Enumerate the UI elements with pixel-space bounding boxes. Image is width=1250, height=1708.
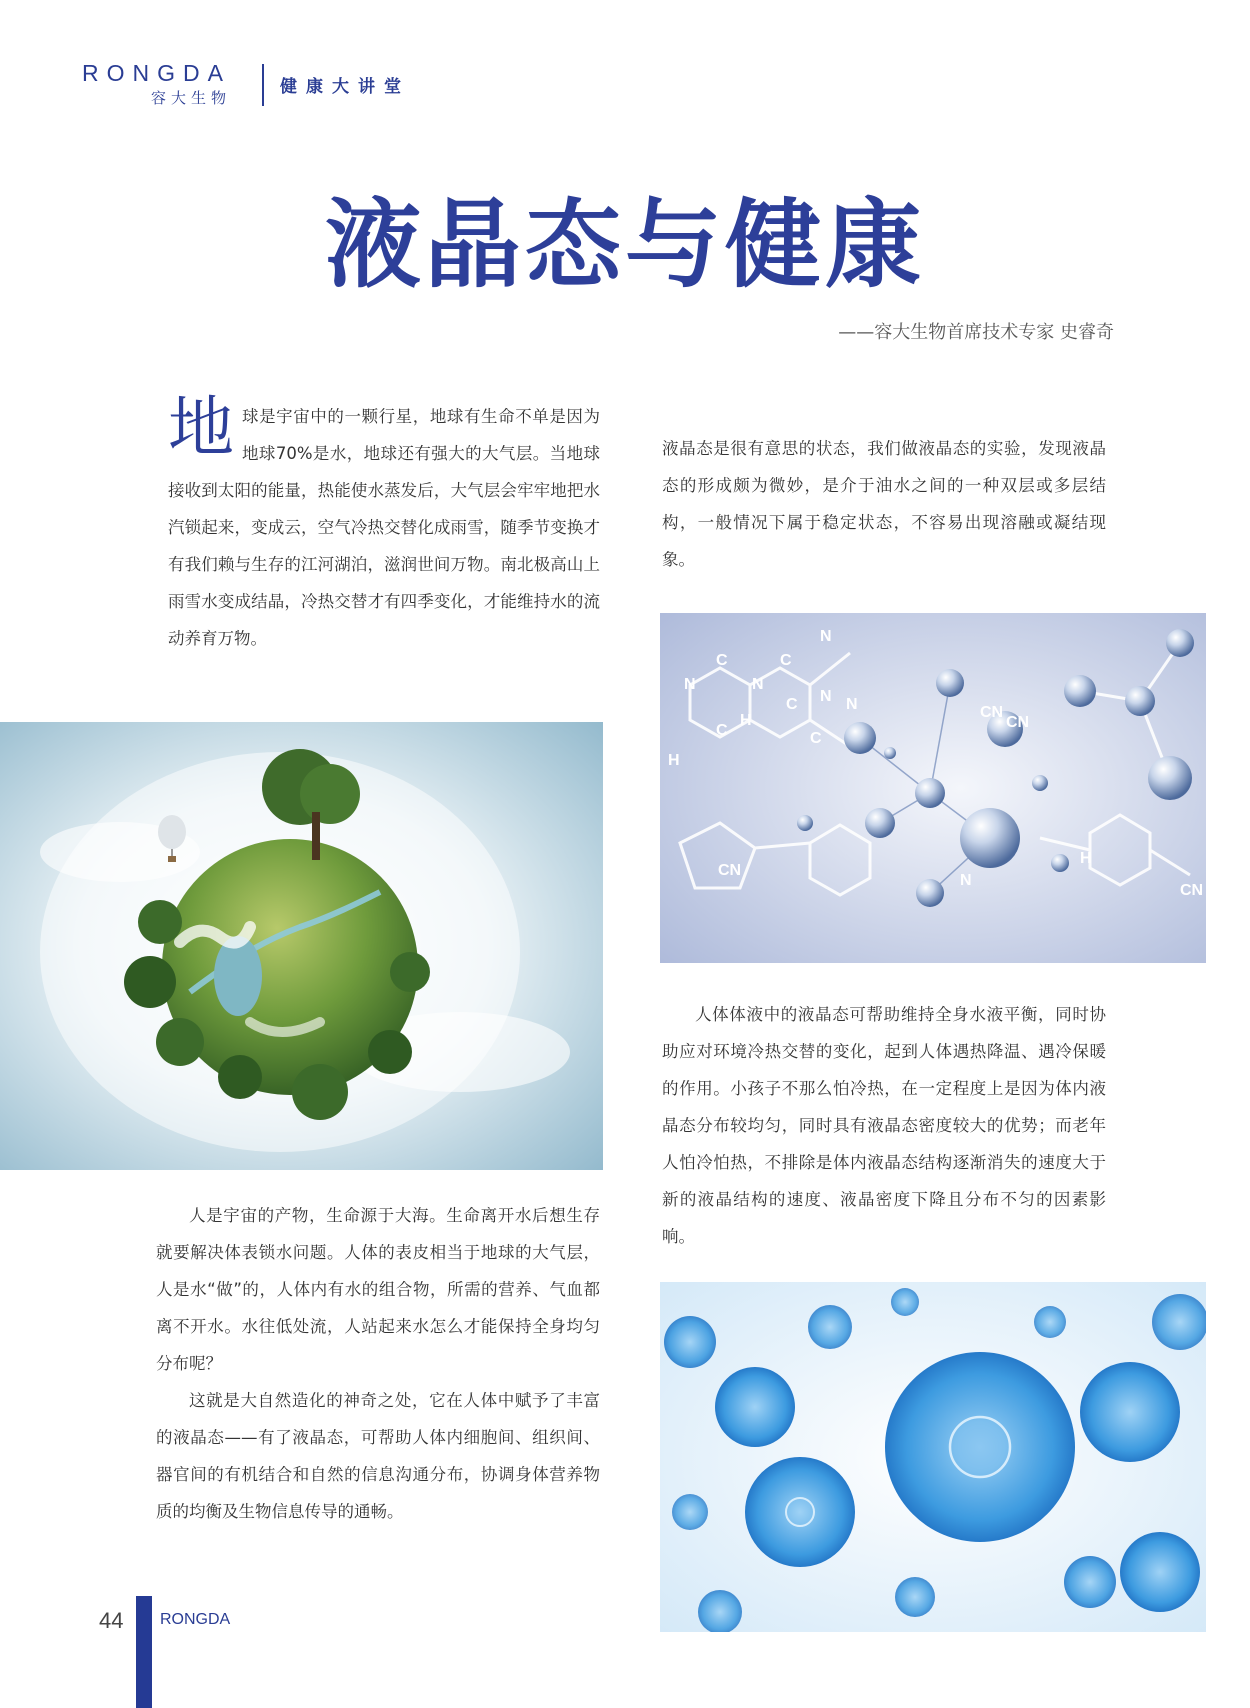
earth-planet-image [0, 722, 603, 1170]
dropcap: 地 [168, 389, 234, 466]
footer-bar [136, 1596, 152, 1708]
blue-cells-image [660, 1282, 1206, 1632]
molecule-atom-label: H [1080, 850, 1092, 867]
footer-brand: RONGDA [160, 1611, 231, 1628]
left-column-top [168, 389, 600, 657]
molecule-image [660, 613, 1206, 963]
page-number: 44 [99, 1608, 124, 1633]
molecule-atom-label: C [716, 652, 728, 669]
paragraph-3: 这就是大自然造化的神奇之处，它在人体中赋予了丰富的液晶态——有了液晶态，可帮助人体内细胞间、组织间、器官间的有机结合和自然的信息沟通分布，协调身体营养物质的均衡及生物信息传导的通畅。 [156, 1391, 600, 1521]
molecule-atom-label: CN [1006, 714, 1030, 731]
molecule-atom-label: CN [718, 862, 742, 879]
paragraph-1-text: 球是宇宙中的一颗行星，地球有生命不单是因为地球70%是水，地球还有强大的大气层。当地球接收到太阳的能量，热能使水蒸发后，大气层会牢牢地把水汽锁起来，变成云，空气冷热交替化成雨雪，随季节变换才有我们赖与生存的江河湖泊，滋润世间万物。南北极高山上雨雪水变成结晶，冷热交替才有四季变化，才能维持水的流动养育万物。 [168, 407, 600, 648]
molecule-atom-label: C [716, 722, 728, 739]
brand-name-cn: 容大生物 [150, 89, 231, 107]
left-column-bottom [156, 1197, 600, 1530]
article-byline: ——容大生物首席技术专家 史睿奇 [838, 322, 1114, 343]
right-column-middle [662, 996, 1106, 1255]
brand-logo [82, 60, 231, 108]
molecule-atom-label: N [820, 628, 832, 645]
paragraph-1 [168, 389, 600, 657]
molecule-atom-label: N [752, 676, 764, 693]
molecule-atom-label: C [786, 696, 798, 713]
molecule-atom-label: C [780, 652, 792, 669]
paragraph-4: 液晶态是很有意思的状态，我们做液晶态的实验，发现液晶态的形成颇为微妙，是介于油水之间的一种双层或多层结构，一般情况下属于稳定状态，不容易出现溶融或凝结现象。 [662, 439, 1106, 569]
molecule-atom-label: H [740, 712, 752, 729]
molecule-atom-label: C [810, 730, 822, 747]
molecule-atom-label: H [668, 752, 680, 769]
right-column-top [662, 430, 1106, 578]
section-tag: 健康大讲堂 [280, 77, 410, 97]
brand-name-en: RONGDA [82, 60, 231, 86]
article-title: 液晶态与健康 [325, 189, 925, 301]
molecule-atom-label: N [820, 688, 832, 705]
molecule-atom-label: N [684, 676, 696, 693]
paragraph-5: 人体体液中的液晶态可帮助维持全身水液平衡，同时协助应对环境冷热交替的变化，起到人体遇热降温、遇冷保暖的作用。小孩子不那么怕冷热，在一定程度上是因为体内液晶态分布较均匀，同时具有液晶态密度较大的优势；而老年人怕冷怕热，不排除是体内液晶态结构逐渐消失的速度大于新的液晶结构的速度、液晶密度下降且分布不匀的因素影响。 [662, 1005, 1106, 1246]
molecule-atom-label: N [960, 872, 972, 889]
paragraph-2: 人是宇宙的产物，生命源于大海。生命离开水后想生存就要解决体表锁水问题。人体的表皮相当于地球的大气层，人是水“做”的，人体内有水的组合物，所需的营养、气血都离不开水。水往低处流，人站起来水怎么才能保持全身均匀分布呢？ [156, 1206, 600, 1373]
molecule-atom-label: CN [980, 704, 1004, 721]
molecule-atom-label: N [846, 696, 858, 713]
header-divider [262, 64, 264, 106]
molecule-atom-label: CN [1180, 882, 1204, 899]
